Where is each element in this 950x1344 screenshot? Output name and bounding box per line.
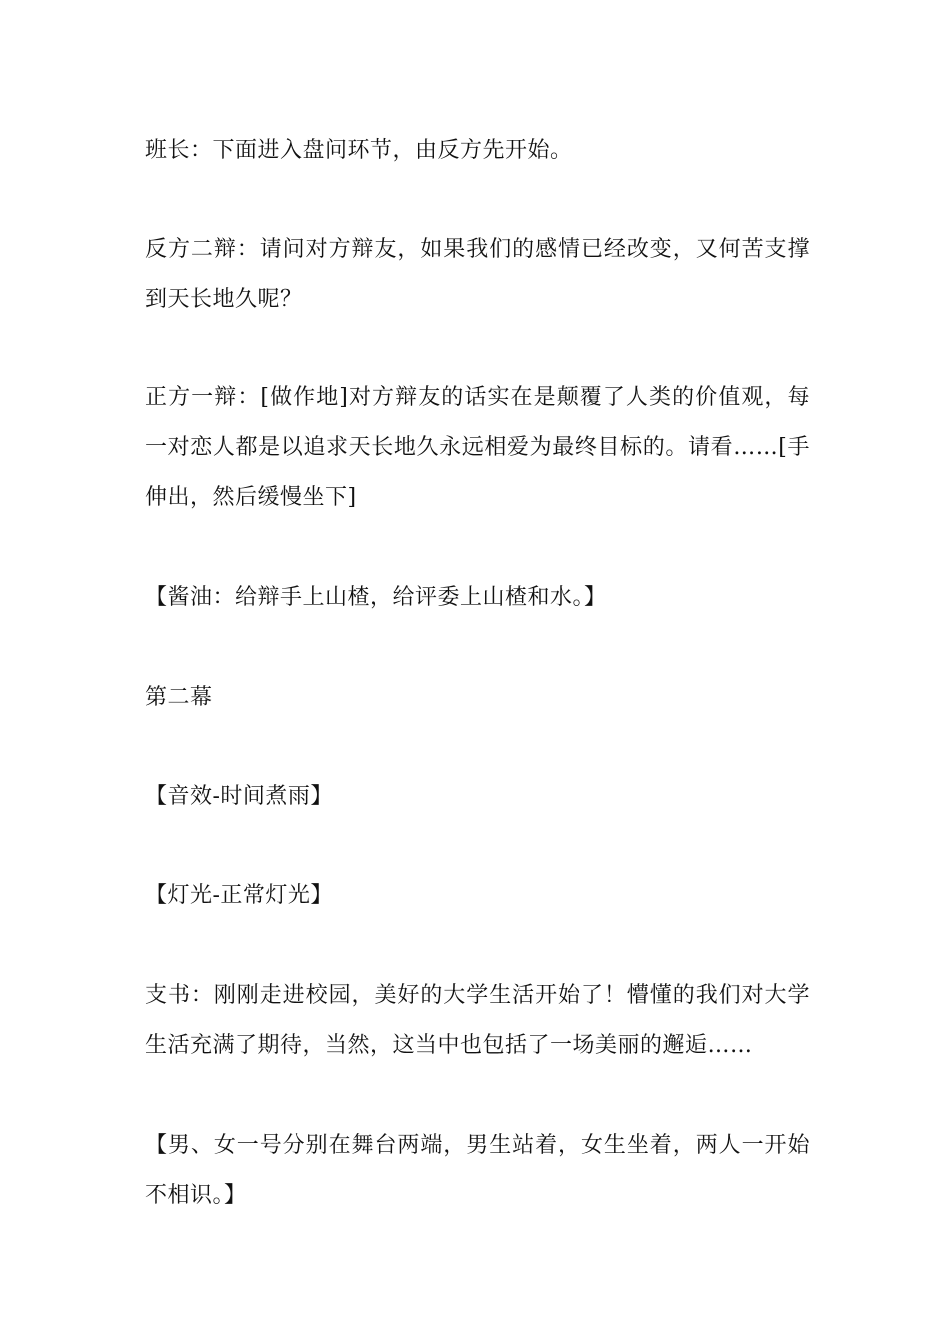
paragraph-stage-direction-leads: 【男、女一号分别在舞台两端，男生站着，女生坐着，两人一开始不相识。】 [145, 1133, 810, 1208]
paragraph-secretary-line: 支书：刚刚走进校园，美好的大学生活开始了！懵懂的我们对大学生活充满了期待，当然，这当中也包括了一场美丽的邂逅…… [145, 983, 810, 1058]
paragraph-stage-direction-props: 【酱油：给辩手上山楂，给评委上山楂和水。】 [145, 585, 607, 610]
paragraph-opposition-question: 反方二辩：请问对方辩友，如果我们的感情已经改变，又何苦支撑到天长地久呢？ [145, 237, 810, 312]
paragraph-monitor-line: 班长：下面进入盘问环节，由反方先开始。 [145, 138, 573, 163]
paragraph-act-heading: 第二幕 [145, 685, 213, 710]
paragraph-affirmative-answer: 正方一辩：[做作地]对方辩友的话实在是颠覆了人类的价值观，每一对恋人都是以追求天长地久永远相爱为最终目标的。请看……[手伸出，然后缓慢坐下] [145, 385, 810, 510]
paragraph-lighting: 【灯光-正常灯光】 [145, 883, 333, 908]
paragraph-sound-effect: 【音效-时间煮雨】 [145, 784, 333, 809]
